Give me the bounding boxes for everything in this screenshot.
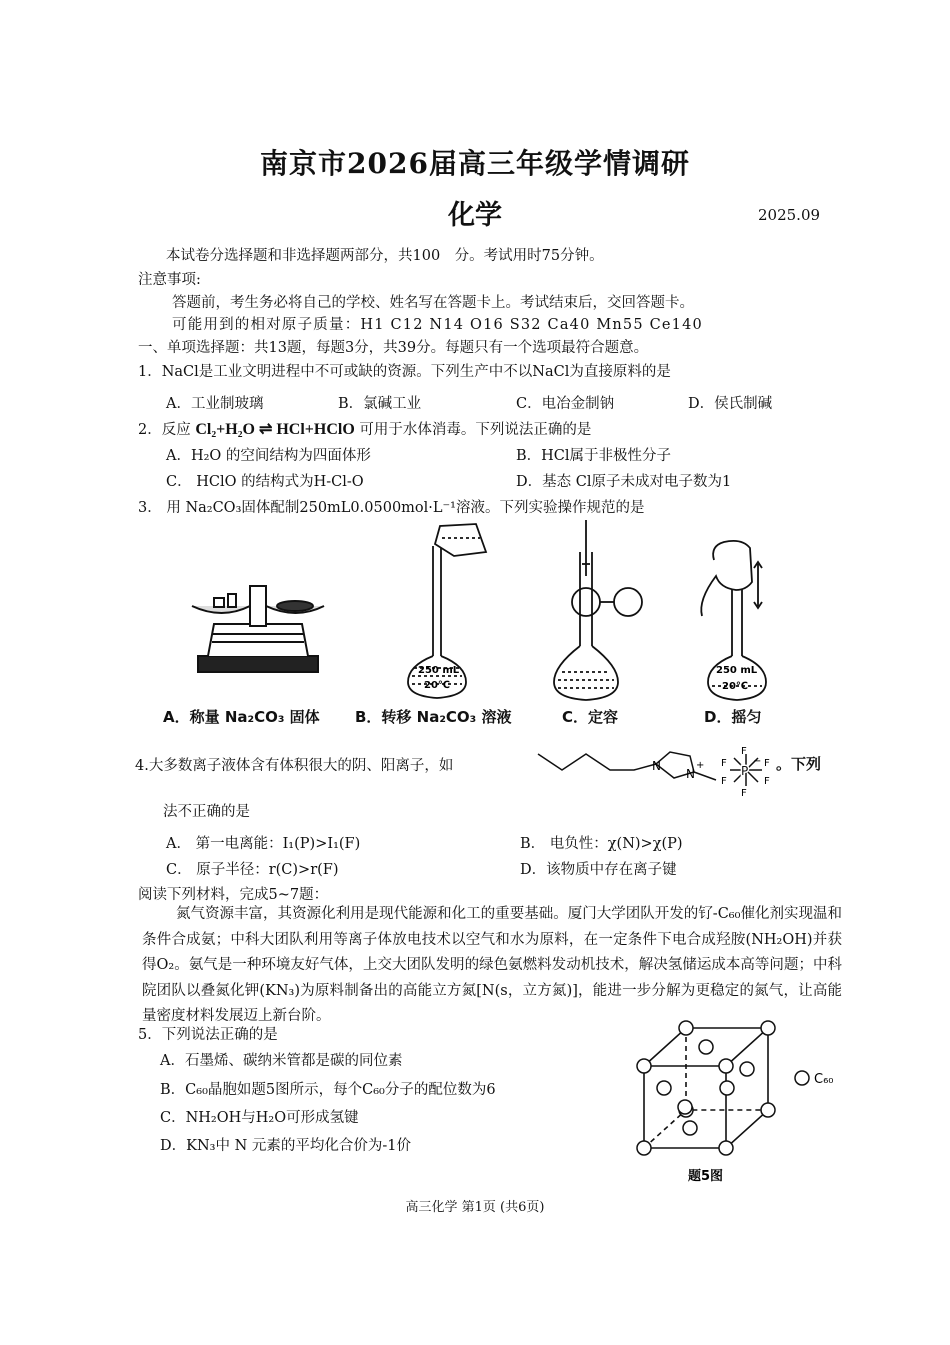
atomic-masses: 可能用到的相对原子质量：H1 C12 N14 O16 S32 Ca40 Mn55 Ce140 (172, 317, 703, 333)
flask-volume-b: 250 mL (418, 665, 460, 676)
q4-option-b: B． 电负性：χ(N)>χ(P) (520, 836, 683, 852)
q2-option-a: A．H₂O 的空间结构为四面体形 (166, 448, 371, 464)
flask-temp-d: 20℃ (722, 681, 749, 692)
atom-p: P (741, 764, 749, 778)
exam-date: 2025.09 (758, 206, 821, 224)
q5-option-b: B．C₆₀晶胞如题5图所示，每个C₆₀分子的配位数为6 (160, 1082, 496, 1098)
q4-stem-line2: 法不正确的是 (163, 804, 250, 820)
notes-line: 答题前，考生务必将自己的学校、姓名写在答题卡上。考试结束后，交回答题卡。 (172, 295, 694, 311)
q3-label-a: A．称量 Na₂CO₃ 固体 (163, 708, 320, 726)
page-footer: 高三化学 第1页 (共6页) (405, 1200, 545, 1215)
q4-option-a: A． 第一电离能：I₁(P)>I₁(F) (166, 836, 361, 852)
atom-f-bottom: F (741, 788, 747, 799)
q5-option-d: D．KN₃中 N 元素的平均化合价为-1价 (160, 1138, 411, 1154)
q3-stem: 3． 用 Na₂CO₃固体配制250mL0.0500mol·L⁻¹溶液。下列实验操作规范的是 (138, 500, 645, 516)
dropper-flask-illustration (554, 520, 642, 700)
q1-stem: 1．NaCl是工业文明进程中不可或缺的资源。下列生产中不以NaCl为直接原料的是 (138, 364, 671, 380)
q1-option-d: D．侯氏制碱 (688, 396, 773, 412)
q2-option-b: B．HCl属于非极性分子 (516, 448, 672, 464)
flask-temp-b: 20℃ (424, 680, 451, 691)
q5-option-a: A．石墨烯、碳纳米管都是碳的同位素 (160, 1053, 403, 1069)
q5-stem: 5．下列说法正确的是 (138, 1027, 278, 1043)
intro-line: 本试卷分选择题和非选择题两部分，共100 分。考试用时75分钟。 (166, 248, 604, 264)
atom-f-upper-left: F (721, 758, 727, 769)
subject-title: 化学 (448, 200, 502, 231)
figure-5-caption: 题5图 (688, 1169, 724, 1184)
q2-equation: Cl₂+H₂O ⇌ HCl+HClO (195, 421, 355, 438)
c60-legend-label: C₆₀ (814, 1072, 834, 1087)
q2-stem-pre: 2．反应 (138, 422, 191, 438)
atom-f-lower-left: F (721, 776, 727, 787)
q4-stem-post: 。下列 (776, 755, 822, 773)
q2-stem-post: 可用于水体消毒。下列说法正确的是 (359, 422, 592, 438)
reading-heading: 阅读下列材料，完成5~7题： (138, 887, 329, 903)
reading-passage: 氮气资源丰富，其资源化利用是现代能源和化工的重要基础。厦门大学团队开发的钌-C₆₀催化剂实现温和条件合成氨；中科大团队利用等离子体放电技术以空气和水为原料，在一定条件下电合成羟胺(NH₂OH)并获得O₂。氨气是一种环境友好气体，上交大团队发明的绿色氨燃料发动机技术，解决氢储运成本高等问题；中科院团队以叠氮化钾(KN₃)为原料制备出的高能立方氮[N(s，立方氮)]，能进一步分解为更稳定的氮气，让高能量密度材料发展迈上新台阶。 (142, 906, 842, 1024)
atom-f-top: F (741, 746, 747, 757)
atom-f-lower-right: F (764, 776, 770, 787)
q4-option-d: D．该物质中存在离子键 (520, 862, 677, 878)
plus-charge: + (696, 760, 705, 771)
q3-apparatus-figure (150, 516, 800, 732)
q4-stem: 4.大多数离子液体含有体积很大的阴、阳离子，如 (135, 758, 454, 774)
q5-option-c: C．NH₂OH与H₂O可形成氢键 (160, 1110, 359, 1126)
balance-illustration (192, 586, 324, 672)
q4-option-c: C． 原子半径：r(C)>r(F) (166, 862, 339, 878)
q3-label-d: D．摇匀 (704, 708, 762, 726)
atom-n-plus: N (686, 767, 695, 781)
q1-option-c: C．电冶金制钠 (516, 396, 615, 412)
atom-f-upper-right: F (764, 758, 770, 769)
atom-n: N (652, 759, 661, 773)
q3-label-c: C．定容 (562, 708, 619, 726)
flask-volume-d: 250 mL (716, 665, 758, 676)
shaking-flask-illustration (701, 541, 766, 700)
q1-option-b: B．氯碱工业 (338, 396, 422, 412)
q2-stem (138, 418, 591, 439)
q3-label-b: B．转移 Na₂CO₃ 溶液 (355, 708, 512, 726)
minus-charge: − (753, 756, 762, 767)
q1-option-a: A．工业制玻璃 (166, 396, 264, 412)
notes-heading: 注意事项: (138, 272, 201, 288)
section-heading: 一、单项选择题：共13题，每题3分，共39分。每题只有一个选项最符合题意。 (138, 340, 649, 356)
q2-option-c: C． HClO 的结构式为H-Cl-O (166, 474, 364, 490)
q2-option-d: D．基态 Cl原子未成对电子数为1 (516, 474, 732, 490)
c60-legend-icon (795, 1071, 809, 1085)
c60-unit-cell-figure (630, 1020, 850, 1190)
page-title: 南京市2026届高三年级学情调研 (260, 147, 690, 180)
